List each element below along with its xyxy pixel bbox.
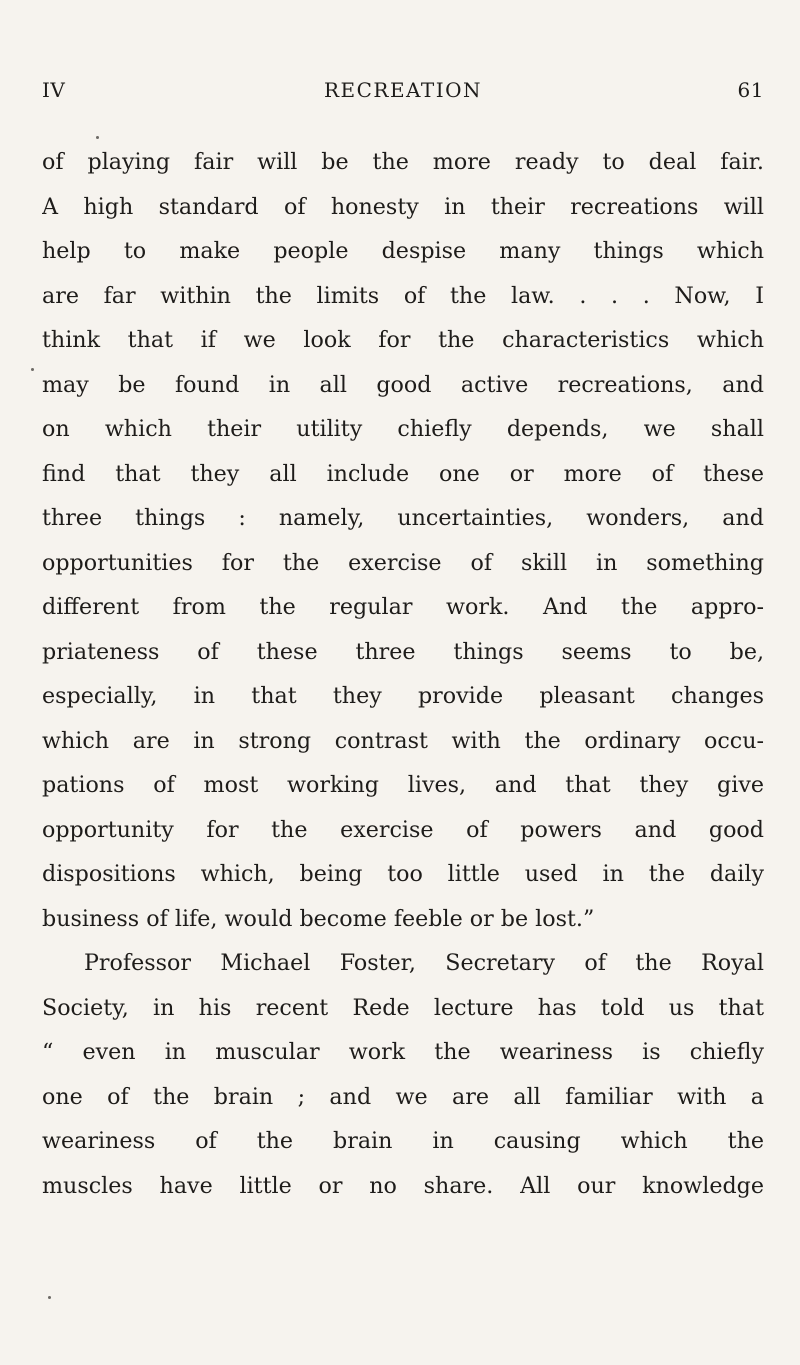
text-line: muscles have little or no share. All our knowledge	[42, 1172, 764, 1199]
text-line: priateness of these three things seems to be,	[42, 638, 764, 665]
paper-speck	[48, 1296, 51, 1299]
running-head	[42, 78, 764, 108]
text-line: dispositions which, being too little used in the daily	[42, 861, 764, 887]
running-title: RECREATION	[323, 78, 483, 102]
chapter-number: IV	[42, 78, 66, 102]
text-line: A high standard of honesty in their recreations will	[42, 193, 764, 220]
text-line: “ even in muscular work the weariness is chiefly	[42, 1039, 764, 1065]
text-line: weariness of the brain in causing which the	[42, 1128, 764, 1154]
text-line: especially, in that they provide pleasant changes	[42, 683, 764, 709]
text-line: which are in strong contrast with the ordinary occu-	[42, 727, 764, 754]
text-line: help to make people despise many things which	[42, 238, 764, 264]
text-line: Society, in his recent Rede lecture has told us that	[42, 994, 764, 1021]
page-number: 61	[737, 78, 764, 102]
text-line: find that they all include one or more of these	[42, 460, 764, 487]
paper-speck	[31, 368, 34, 371]
text-line: of playing fair will be the more ready to deal fair.	[42, 149, 764, 175]
text-line: opportunity for the exercise of powers and good	[42, 816, 764, 843]
text-line: may be found in all good active recreations, and	[42, 371, 764, 398]
text-line: think that if we look for the characteristics which	[42, 327, 764, 353]
text-line: different from the regular work. And the appro-	[42, 594, 764, 620]
paper-speck	[96, 136, 99, 139]
text-line: opportunities for the exercise of skill in something	[42, 549, 764, 576]
text-line: three things : namely, uncertainties, wonders, and	[42, 505, 764, 531]
paragraph-start-line: Professor Michael Foster, Secretary of the Royal	[84, 950, 764, 976]
body-text	[42, 140, 764, 1208]
text-line: pations of most working lives, and that they give	[42, 772, 764, 798]
text-line: are far within the limits of the law. . . . Now, I	[42, 282, 764, 309]
text-line: one of the brain ; and we are all familiar with a	[42, 1083, 764, 1110]
paragraph-end-line: business of life, would become feeble or be lost.”	[42, 905, 595, 932]
text-line: on which their utility chiefly depends, we shall	[42, 416, 764, 442]
